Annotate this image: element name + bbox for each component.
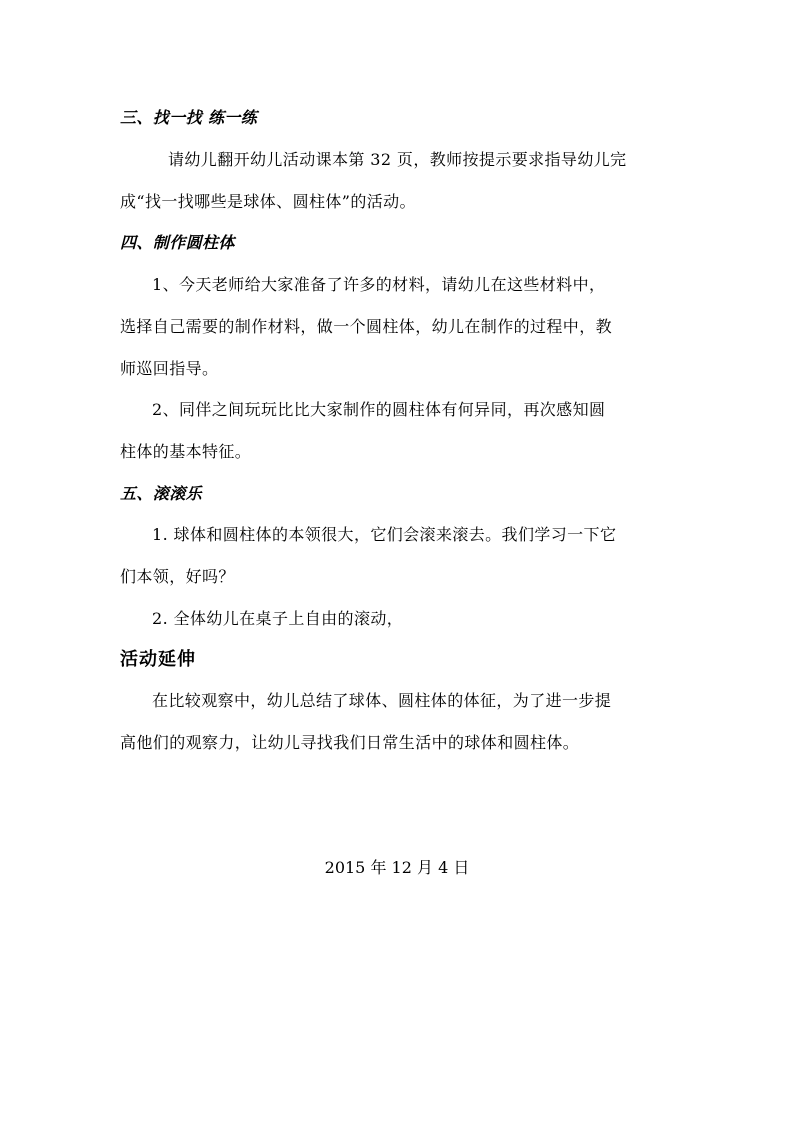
- paragraph-line: 成“找一找哪些是球体、圆柱体”的活动。: [120, 192, 416, 211]
- paragraph-line: 请幼儿翻开幼儿活动课本第 32 页，教师按提示要求指导幼儿完: [168, 150, 627, 169]
- document-date: 2015 年 12 月 4 日: [324, 858, 470, 877]
- paragraph-line: 选择自己需要的制作材料，做一个圆柱体，幼儿在制作的过程中，教: [120, 317, 613, 336]
- paragraph-line: 师巡回指导。: [120, 359, 219, 378]
- paragraph-line: 1. 球体和圆柱体的本领很大，它们会滚来滚去。我们学习一下它: [152, 525, 617, 544]
- paragraph-line: 高他们的观察力，让幼儿寻找我们日常生活中的球体和圆柱体。: [120, 733, 580, 752]
- section-heading-activity-extension: 活动延伸: [120, 649, 196, 670]
- paragraph-line: 1、今天老师给大家准备了许多的材料，请幼儿在这些材料中，: [152, 275, 606, 294]
- section-heading-rolling-fun: 五、滚滚乐: [120, 484, 203, 503]
- paragraph-line: 柱体的基本特征。: [120, 442, 252, 461]
- paragraph-line: 2、同伴之间玩玩比比大家制作的圆柱体有何异同，再次感知圆: [152, 400, 606, 419]
- section-heading-find-practice: 三、找一找 练一练: [120, 108, 258, 127]
- paragraph-line: 们本领，好吗？: [120, 567, 235, 586]
- paragraph-line: 2. 全体幼儿在桌子上自由的滚动，: [152, 609, 404, 628]
- paragraph-line: 在比较观察中，幼儿总结了球体、圆柱体的体征，为了进一步提: [152, 691, 612, 710]
- section-heading-make-cylinder: 四、制作圆柱体: [120, 233, 235, 252]
